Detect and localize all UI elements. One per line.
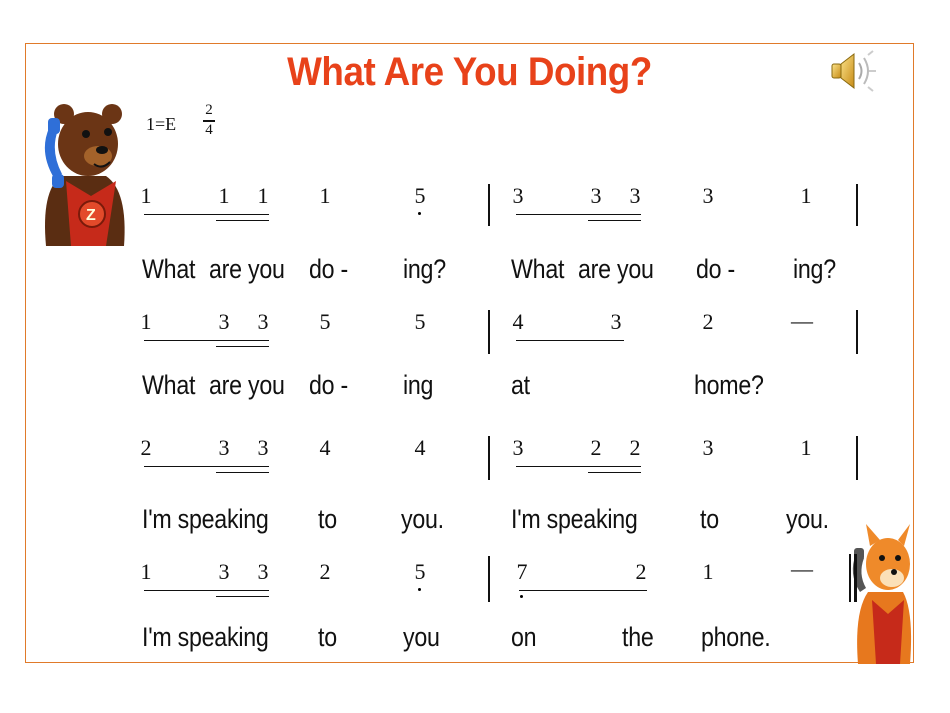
note-low: [408, 184, 432, 208]
lyric: you.: [401, 504, 444, 534]
note: 3: [590, 183, 602, 208]
lyric: you: [403, 622, 440, 652]
lyric: on: [511, 622, 537, 652]
lyric: are you: [209, 370, 285, 400]
lyric: do -: [309, 370, 348, 400]
final-bar-line-thin: [849, 554, 851, 602]
note: 4: [414, 435, 426, 460]
lyric: do -: [696, 254, 735, 284]
lyric: to: [700, 504, 719, 534]
underline: [144, 590, 269, 591]
note: 3: [218, 435, 230, 460]
note: 3: [610, 309, 622, 334]
underline: [588, 220, 641, 221]
lyric: to: [318, 622, 337, 652]
low-octave-dot: [418, 212, 421, 215]
note: 2: [140, 435, 152, 460]
note: 3: [218, 559, 230, 584]
lyric: ing: [403, 370, 434, 400]
underline: [144, 214, 269, 215]
underline: [588, 472, 641, 473]
dash-extension: —: [791, 308, 813, 333]
slide-frame: [25, 43, 914, 663]
time-signature-bottom: 4: [205, 122, 213, 138]
note: 4: [512, 309, 524, 334]
note: 3: [218, 309, 230, 334]
underline: [216, 472, 269, 473]
note: 1: [218, 183, 230, 208]
song-title: What Are You Doing?: [287, 50, 652, 94]
note: 3: [257, 435, 269, 460]
note: 3: [257, 559, 269, 584]
note: 4: [319, 435, 331, 460]
note-low: [510, 560, 534, 584]
fox-on-phone-illustration: [848, 522, 914, 664]
note: 1: [702, 559, 714, 584]
underline: [144, 466, 269, 467]
note: 1: [800, 435, 812, 460]
lyric: are you: [578, 254, 654, 284]
note: 1: [140, 559, 152, 584]
note: 3: [629, 183, 641, 208]
low-octave-dot: [520, 595, 523, 598]
underline: [516, 340, 624, 341]
note: 2: [590, 435, 602, 460]
bar-line: [488, 310, 490, 354]
bar-line: [856, 436, 858, 480]
low-octave-dot: [418, 588, 421, 591]
underline: [216, 596, 269, 597]
note: 5: [319, 309, 331, 334]
underline: [216, 346, 269, 347]
lyric: home?: [694, 370, 764, 400]
lyric: What: [142, 254, 196, 284]
note-digit: 5: [414, 559, 426, 584]
note: 1: [140, 183, 152, 208]
lyric: the: [622, 622, 654, 652]
lyric: phone.: [701, 622, 771, 652]
note: 1: [257, 183, 269, 208]
lyric: ing?: [403, 254, 446, 284]
note: 5: [414, 309, 426, 334]
note-digit: 7: [516, 559, 528, 584]
bar-line: [488, 556, 490, 602]
lyric: What: [511, 254, 565, 284]
underline: [516, 214, 641, 215]
bar-line: [856, 184, 858, 226]
bar-line: [488, 436, 490, 480]
lyric: are you: [209, 254, 285, 284]
note: 1: [319, 183, 331, 208]
bar-line: [488, 184, 490, 226]
lyric: I'm speaking: [511, 504, 638, 534]
underline: [516, 466, 641, 467]
lyric: do -: [309, 254, 348, 284]
lyric: ing?: [793, 254, 836, 284]
note: 3: [702, 435, 714, 460]
key-signature: 1=E: [146, 114, 177, 134]
final-bar-line-thick: [854, 554, 857, 602]
speaker-icon[interactable]: [826, 49, 878, 93]
note-digit: 5: [414, 183, 426, 208]
bar-line: [856, 310, 858, 354]
time-signature-top: 2: [205, 102, 213, 118]
note-low: [408, 560, 432, 584]
lyric: What: [142, 370, 196, 400]
underline: [519, 590, 647, 591]
note: 3: [512, 435, 524, 460]
note: 3: [512, 183, 524, 208]
note: 2: [629, 435, 641, 460]
underline: [144, 340, 269, 341]
lyric: at: [511, 370, 530, 400]
lyric: you.: [786, 504, 829, 534]
note: 2: [635, 559, 647, 584]
note: 1: [140, 309, 152, 334]
lyric: to: [318, 504, 337, 534]
dash-extension: —: [791, 556, 813, 581]
note: 2: [702, 309, 714, 334]
lyric: I'm speaking: [142, 504, 269, 534]
underline: [216, 220, 269, 221]
bear-on-phone-illustration: [36, 96, 131, 246]
note: 2: [319, 559, 331, 584]
note: 3: [257, 309, 269, 334]
svg-text:Z: Z: [86, 207, 96, 224]
note: 1: [800, 183, 812, 208]
lyric: I'm speaking: [142, 622, 269, 652]
note: 3: [702, 183, 714, 208]
